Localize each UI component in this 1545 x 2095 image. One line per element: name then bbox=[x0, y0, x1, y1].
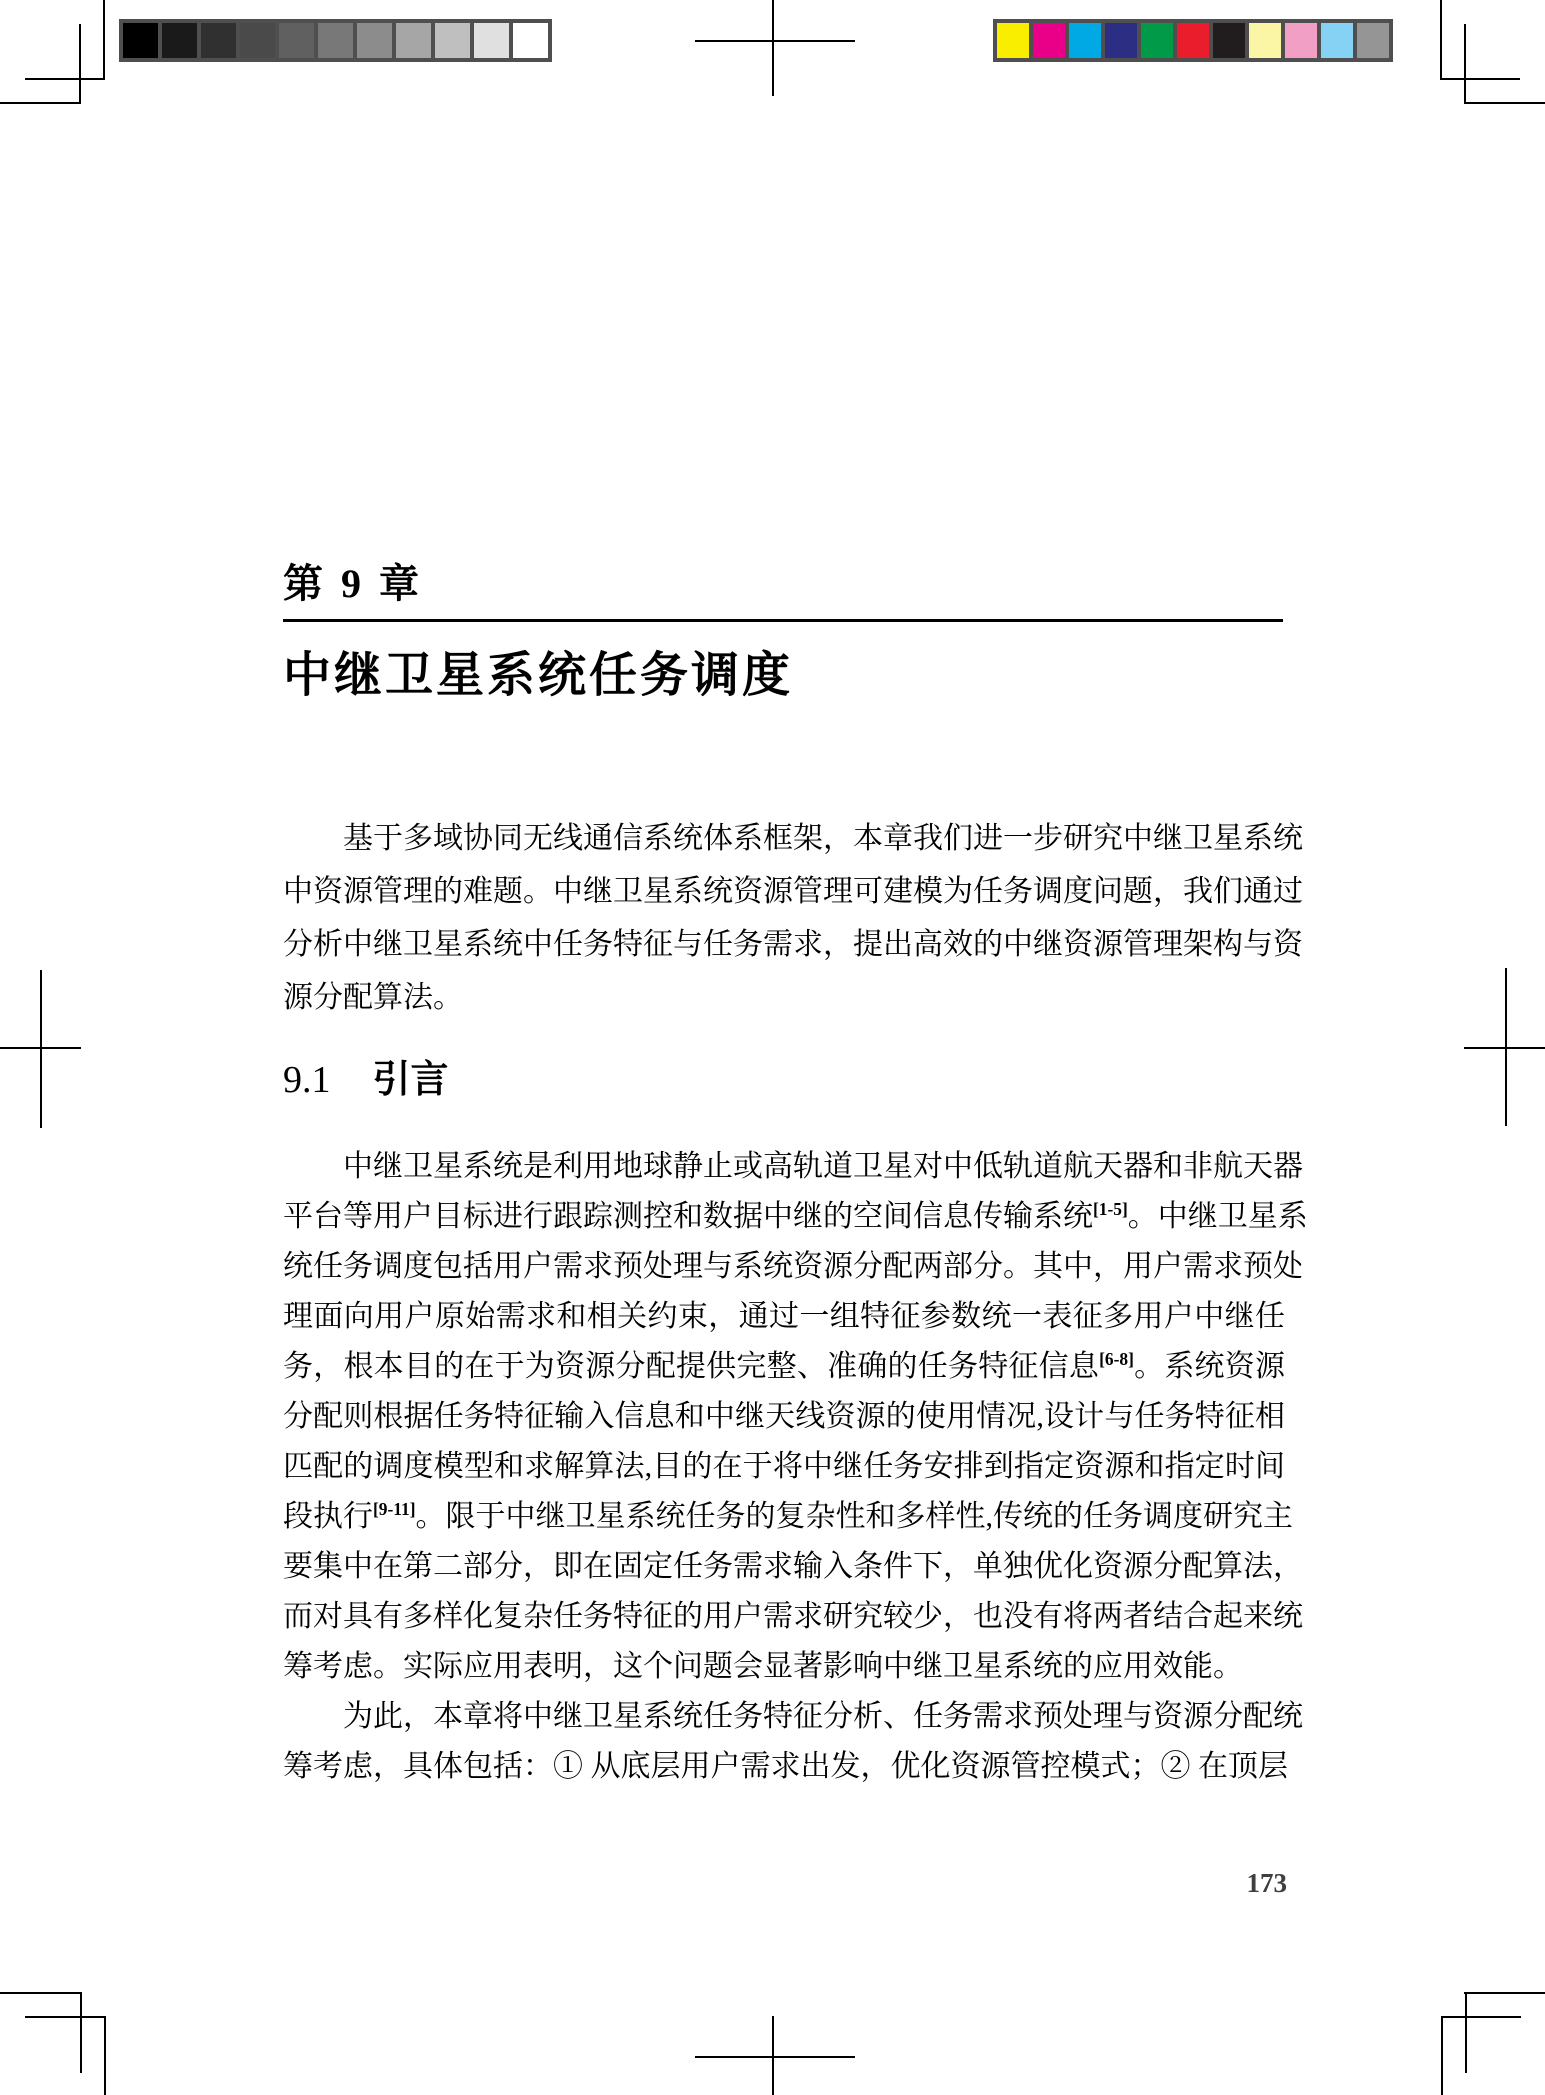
section-number: 9.1 bbox=[283, 1059, 331, 1101]
registration-mark bbox=[40, 970, 42, 1128]
calibration-swatch bbox=[162, 23, 197, 58]
text-line: 中继卫星系统是利用地球静止或高轨道卫星对中低轨道航天器和非航天器 bbox=[343, 1150, 1303, 1183]
text-line: 为此，本章将中继卫星系统任务特征分析、任务需求预处理与资源分配统 bbox=[343, 1700, 1303, 1733]
calibration-swatch bbox=[513, 23, 548, 58]
calibration-swatch bbox=[1105, 23, 1137, 58]
body-paragraph bbox=[283, 1142, 1308, 1692]
calibration-swatch bbox=[279, 23, 314, 58]
text-line: 要集中在第二部分，即在固定任务需求输入条件下，单独优化资源分配算法， bbox=[283, 1550, 1303, 1583]
page-number: 173 bbox=[1246, 1868, 1287, 1898]
chapter-number: 第 9 章 bbox=[283, 561, 423, 606]
text-line: 匹配的调度模型和求解算法,目的在于将中继任务安排到指定资源和指定时间 bbox=[283, 1450, 1285, 1483]
text-line: 分配则根据任务特征输入信息和中继天线资源的使用情况,设计与任务特征相 bbox=[283, 1400, 1285, 1433]
calibration-swatch bbox=[1321, 23, 1353, 58]
text-line: 基于多域协同无线通信系统体系框架，本章我们进一步研究中继卫星系统 bbox=[343, 822, 1303, 855]
crop-mark bbox=[1464, 1992, 1545, 1994]
calibration-swatch bbox=[997, 23, 1029, 58]
crop-mark bbox=[0, 102, 81, 104]
crop-mark bbox=[1441, 2016, 1443, 2095]
intro-paragraph bbox=[283, 812, 1303, 1024]
reference-superscript: [1-5] bbox=[1093, 1199, 1128, 1219]
section-heading bbox=[283, 1048, 449, 1103]
color-calibration-bar bbox=[993, 19, 1393, 62]
registration-mark bbox=[695, 40, 855, 42]
crop-mark bbox=[1440, 0, 1442, 79]
registration-mark bbox=[1464, 1047, 1545, 1049]
crop-mark bbox=[1464, 102, 1545, 104]
calibration-swatch bbox=[357, 23, 392, 58]
crop-mark bbox=[103, 0, 105, 79]
registration-mark bbox=[0, 1047, 81, 1049]
calibration-swatch bbox=[1033, 23, 1065, 58]
text-line: 段执行[9-11]。限于中继卫星系统任务的复杂性和多样性,传统的任务调度研究主 bbox=[283, 1499, 1293, 1533]
text-line: 源分配算法。 bbox=[283, 981, 463, 1014]
calibration-swatch bbox=[474, 23, 509, 58]
text-line: 统任务调度包括用户需求预处理与系统资源分配两部分。其中，用户需求预处 bbox=[283, 1250, 1303, 1283]
calibration-swatch bbox=[1177, 23, 1209, 58]
crop-mark bbox=[1465, 1992, 1467, 2073]
calibration-swatch bbox=[240, 23, 275, 58]
text-line: 分析中继卫星系统中任务特征与任务需求，提出高效的中继资源管理架构与资 bbox=[283, 928, 1303, 961]
registration-mark bbox=[772, 0, 774, 96]
calibration-swatch bbox=[435, 23, 470, 58]
crop-mark bbox=[25, 2016, 105, 2018]
calibration-swatch bbox=[396, 23, 431, 58]
calibration-swatch bbox=[201, 23, 236, 58]
crop-mark bbox=[1464, 24, 1466, 104]
crop-mark bbox=[1440, 78, 1520, 80]
text-line: 务，根本目的在于为资源分配提供完整、准确的任务特征信息[6-8]。系统资源 bbox=[283, 1349, 1286, 1383]
calibration-swatch bbox=[1213, 23, 1245, 58]
reference-superscript: [6-8] bbox=[1099, 1349, 1134, 1369]
grayscale-calibration-bar bbox=[119, 19, 552, 62]
calibration-swatch bbox=[1141, 23, 1173, 58]
text-line: 平台等用户目标进行跟踪测控和数据中继的空间信息传输系统[1-5]。中继卫星系 bbox=[283, 1199, 1308, 1233]
reference-superscript: [9-11] bbox=[373, 1499, 416, 1519]
calibration-swatch bbox=[1285, 23, 1317, 58]
crop-mark bbox=[25, 78, 105, 80]
section-title: 引言 bbox=[372, 1059, 449, 1101]
crop-mark bbox=[1441, 2016, 1521, 2018]
crop-mark bbox=[104, 2016, 106, 2095]
text-line: 筹考虑，具体包括：① 从底层用户需求出发，优化资源管控模式；② 在顶层 bbox=[283, 1750, 1288, 1783]
calibration-swatch bbox=[1357, 23, 1389, 58]
calibration-swatch bbox=[318, 23, 353, 58]
calibration-swatch bbox=[123, 23, 158, 58]
registration-mark bbox=[695, 2056, 855, 2058]
text-line: 理面向用户原始需求和相关约束，通过一组特征参数统一表征多用户中继任 bbox=[283, 1300, 1285, 1333]
text-line: 筹考虑。实际应用表明，这个问题会显著影响中继卫星系统的应用效能。 bbox=[283, 1650, 1243, 1683]
chapter-title: 中继卫星系统任务调度 bbox=[283, 649, 794, 702]
body-paragraph bbox=[283, 1692, 1303, 1792]
crop-mark bbox=[80, 1992, 82, 2073]
crop-mark bbox=[79, 24, 81, 104]
calibration-swatch bbox=[1249, 23, 1281, 58]
crop-mark bbox=[0, 1992, 82, 1994]
calibration-swatch bbox=[1069, 23, 1101, 58]
text-line: 而对具有多样化复杂任务特征的用户需求研究较少，也没有将两者结合起来统 bbox=[283, 1600, 1303, 1633]
text-line: 中资源管理的难题。中继卫星系统资源管理可建模为任务调度问题，我们通过 bbox=[283, 875, 1303, 908]
chapter-heading-rule bbox=[283, 619, 1283, 622]
section-body bbox=[283, 1142, 1308, 1792]
